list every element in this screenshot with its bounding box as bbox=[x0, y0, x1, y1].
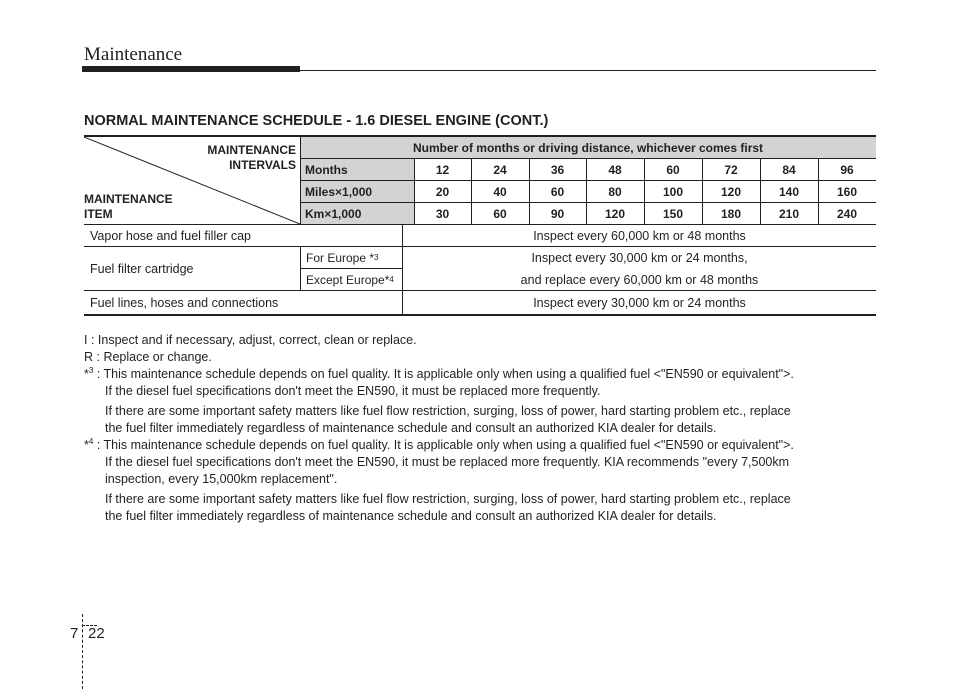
interval-value-cell: 60 bbox=[493, 206, 507, 221]
interval-value-cell: 60 bbox=[550, 184, 565, 199]
interval-value-cell: 80 bbox=[608, 184, 622, 199]
interval-value-cell: 72 bbox=[724, 162, 738, 177]
note-3-line2: If the diesel fuel specifications don't meet the EN590, it must be replaced more frequently. bbox=[105, 384, 601, 398]
item-fuel-lines: Fuel lines, hoses and connections bbox=[90, 295, 279, 310]
table-title: NORMAL MAINTENANCE SCHEDULE - 1.6 DIESEL ENGINE (CONT.) bbox=[84, 113, 549, 129]
interval-value-cell: 240 bbox=[836, 206, 858, 221]
sub-item-except-europe: Except Europe* 4 bbox=[306, 272, 394, 287]
note-4-line2: If the diesel fuel specifications don't meet the EN590, it must be replaced more frequently. KIA recommends "every 7,500km bbox=[105, 455, 790, 469]
interval-row-label: Km×1,000 bbox=[305, 206, 362, 221]
interval-value-cell: 180 bbox=[720, 206, 742, 221]
interval-value-cell: 30 bbox=[435, 206, 450, 221]
interval-fuel-lines: Inspect every 30,000 km or 24 months bbox=[533, 295, 746, 310]
item-fuel-filter: Fuel filter cartridge bbox=[90, 261, 194, 276]
interval-value-cell: 48 bbox=[608, 162, 622, 177]
interval-vapor-hose: Inspect every 60,000 km or 48 months bbox=[533, 228, 746, 243]
interval-value-cell: 120 bbox=[720, 184, 742, 199]
interval-span-header: Number of months or driving distance, whichever comes first bbox=[412, 140, 764, 155]
interval-value-cell: 40 bbox=[493, 184, 507, 199]
item-vapor-hose: Vapor hose and fuel filler cap bbox=[90, 228, 251, 243]
table-vrule bbox=[300, 246, 301, 290]
interval-fuel-filter-line1: Inspect every 30,000 km or 24 months, bbox=[531, 250, 748, 265]
interval-value-cell: 96 bbox=[840, 162, 854, 177]
interval-value-cell: 60 bbox=[666, 162, 680, 177]
interval-row-label: Months bbox=[305, 162, 348, 177]
interval-value-cell: 100 bbox=[662, 184, 684, 199]
interval-value-cell: 24 bbox=[493, 162, 507, 177]
chapter-number: 7 bbox=[70, 625, 79, 642]
note-replace: R : Replace or change. bbox=[84, 350, 212, 364]
section-title: Maintenance bbox=[84, 44, 183, 65]
interval-value-cell: 20 bbox=[435, 184, 450, 199]
table-bottom-rule bbox=[84, 314, 876, 316]
note-inspect: I : Inspect and if necessary, adjust, correct, clean or replace. bbox=[84, 333, 417, 347]
note-3-line3: If there are some important safety matters like fuel flow restriction, surging, loss of power, hard starting problem etc., replace bbox=[105, 404, 791, 418]
interval-value-cell: 160 bbox=[836, 184, 858, 199]
note-4-line3: inspection, every 15,000km replacement". bbox=[105, 472, 338, 486]
interval-row-label: Miles×1,000 bbox=[305, 184, 373, 199]
corner-item-label: MAINTENANCE ITEM bbox=[84, 192, 173, 221]
interval-value-cell: 36 bbox=[550, 162, 565, 177]
note-4-line1: *$^4$ : This maintenance schedule depends on fuel quality. It is applicable only when using a qualified fuel <"EN590 or equivalent">. bbox=[84, 436, 794, 452]
notes bbox=[84, 332, 884, 525]
note-3-line1: *$^3$ : This maintenance schedule depends on fuel quality. It is applicable only when using a qualified fuel <"EN590 or equivalent">. bbox=[84, 365, 794, 381]
header-bar bbox=[82, 66, 300, 72]
interval-value-cell: 12 bbox=[435, 162, 450, 177]
note-4-line5: the fuel filter immediately regardless of maintenance schedule and consult an authorized KIA dealer for details. bbox=[105, 509, 717, 523]
page-number: 22 bbox=[88, 625, 105, 642]
interval-fuel-filter-line2: and replace every 60,000 km or 48 months bbox=[520, 272, 759, 287]
note-4-line4: If there are some important safety matters like fuel flow restriction, surging, loss of power, hard starting problem etc., replace bbox=[105, 492, 791, 506]
interval-value-cell: 210 bbox=[778, 206, 800, 221]
note-3-line4: the fuel filter immediately regardless of maintenance schedule and consult an authorized KIA dealer for details. bbox=[105, 421, 717, 435]
sub-item-europe: For Europe * 3 bbox=[306, 250, 379, 265]
interval-value-cell: 140 bbox=[778, 184, 800, 199]
interval-value-cell: 150 bbox=[662, 206, 684, 221]
corner-intervals-label: MAINTENANCE INTERVALS bbox=[207, 143, 296, 172]
header-rule bbox=[300, 70, 876, 71]
interval-value-cell: 120 bbox=[604, 206, 626, 221]
interval-value-cell: 90 bbox=[550, 206, 565, 221]
interval-value-cell: 84 bbox=[782, 162, 796, 177]
